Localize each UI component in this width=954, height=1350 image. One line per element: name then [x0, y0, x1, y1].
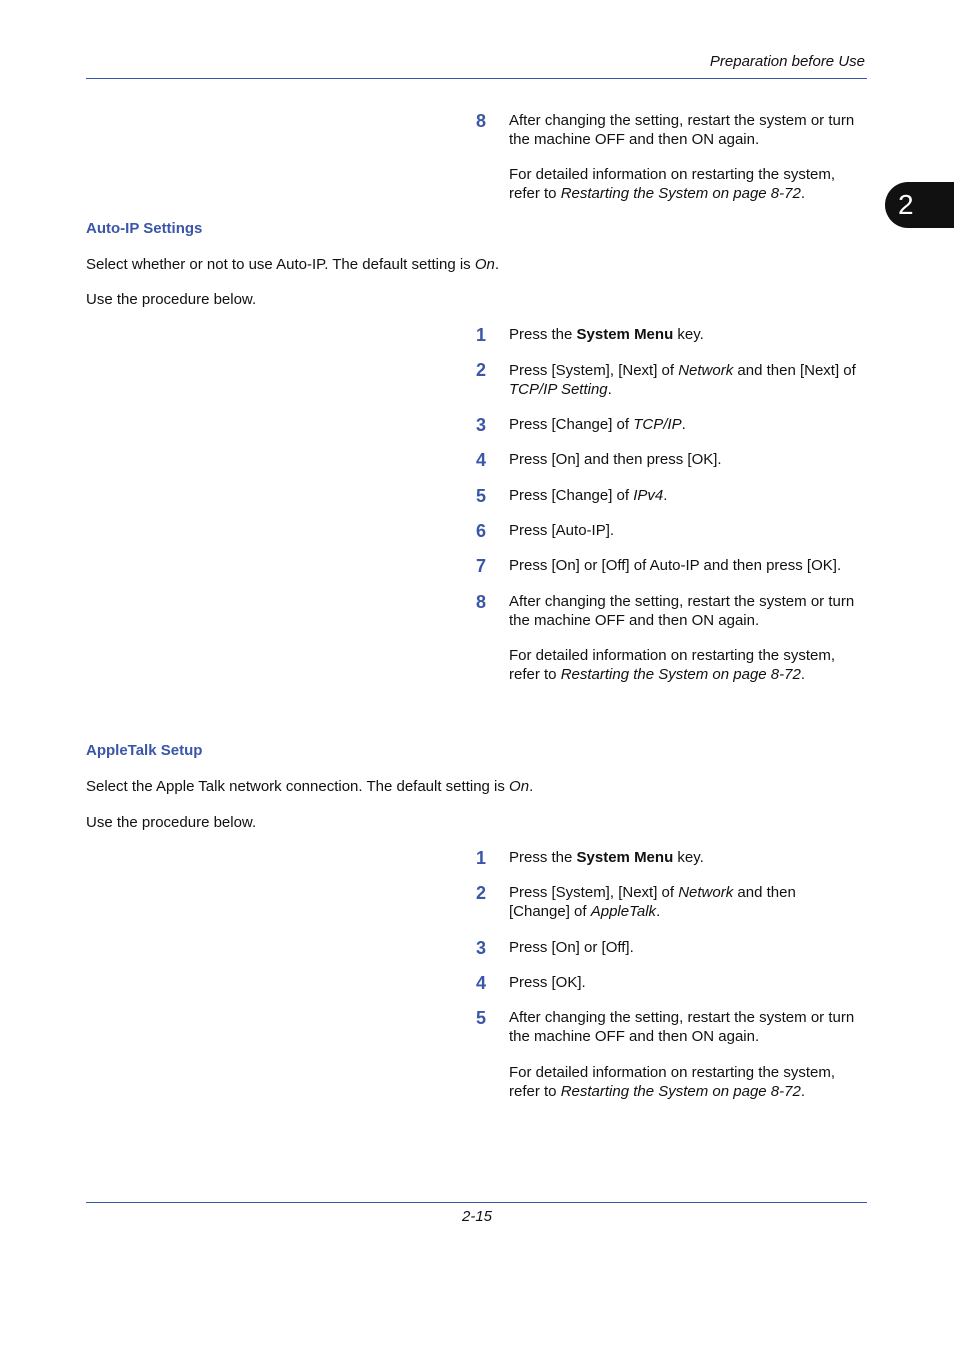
- step-number: 4: [476, 973, 487, 993]
- running-header: Preparation before Use: [709, 53, 865, 70]
- step-text: Press [On] or [Off] of Auto-IP and then press [OK].: [509, 557, 842, 574]
- step-text: Press the System Menu key.: [509, 849, 704, 866]
- step-number: 4: [476, 450, 487, 470]
- step-note: For detailed information on restarting the system, refer to Restarting the System on page 8-72.: [509, 647, 835, 683]
- key-name: System Menu: [576, 326, 674, 343]
- section-heading-auto-ip: Auto-IP Settings: [86, 220, 203, 237]
- chapter-tab: 2: [885, 182, 954, 228]
- step-text: Press the System Menu key.: [509, 326, 704, 343]
- step-number: 5: [476, 486, 487, 506]
- step-note: For detailed information on restarting the system, refer to Restarting the System on page 8-72.: [509, 1064, 835, 1100]
- step-number: 1: [476, 848, 487, 868]
- step-number: 3: [476, 415, 487, 435]
- step-text: Press [Change] of TCP/IP.: [509, 416, 686, 433]
- procedure-label: Use the procedure below.: [86, 814, 257, 831]
- section-intro: Select whether or not to use Auto-IP. The default setting is On.: [86, 256, 500, 273]
- step-text: After changing the setting, restart the system or turn the machine OFF and then ON again.: [509, 112, 855, 148]
- step-number: 6: [476, 521, 487, 541]
- step-number: 2: [476, 883, 487, 903]
- step-number: 5: [476, 1008, 487, 1028]
- step-text: Press [Auto-IP].: [509, 522, 615, 539]
- step-text: Press [System], [Next] of Network and then [Change] of AppleTalk.: [509, 884, 796, 920]
- step-number: 2: [476, 360, 487, 380]
- page-reference: Restarting the System on page 8-72: [560, 666, 801, 683]
- footer-rule: [86, 1202, 867, 1203]
- step-number: 8: [476, 111, 487, 131]
- header-rule: [86, 78, 867, 79]
- page-reference: Restarting the System on page 8-72: [560, 1083, 801, 1100]
- step-number: 1: [476, 325, 487, 345]
- step-text: Press [System], [Next] of Network and then [Next] of TCP/IP Setting.: [509, 362, 856, 398]
- section-intro: Select the Apple Talk network connection. The default setting is On.: [86, 778, 534, 795]
- key-name: System Menu: [576, 849, 674, 866]
- step-text: Press [OK].: [509, 974, 586, 991]
- step-text: After changing the setting, restart the system or turn the machine OFF and then ON again.: [509, 593, 855, 629]
- procedure-label: Use the procedure below.: [86, 291, 257, 308]
- section-heading-appletalk: AppleTalk Setup: [86, 742, 203, 759]
- step-text: After changing the setting, restart the system or turn the machine OFF and then ON again.: [509, 1009, 855, 1045]
- step-number: 3: [476, 938, 487, 958]
- page-number: 2-15: [461, 1208, 493, 1225]
- step-number: 7: [476, 556, 487, 576]
- step-note: For detailed information on restarting the system, refer to Restarting the System on page 8-72.: [509, 166, 835, 202]
- step-number: 8: [476, 592, 487, 612]
- page-reference: Restarting the System on page 8-72: [560, 185, 801, 202]
- step-text: Press [Change] of IPv4.: [509, 487, 668, 504]
- step-text: Press [On] and then press [OK].: [509, 451, 722, 468]
- step-text: Press [On] or [Off].: [509, 939, 634, 956]
